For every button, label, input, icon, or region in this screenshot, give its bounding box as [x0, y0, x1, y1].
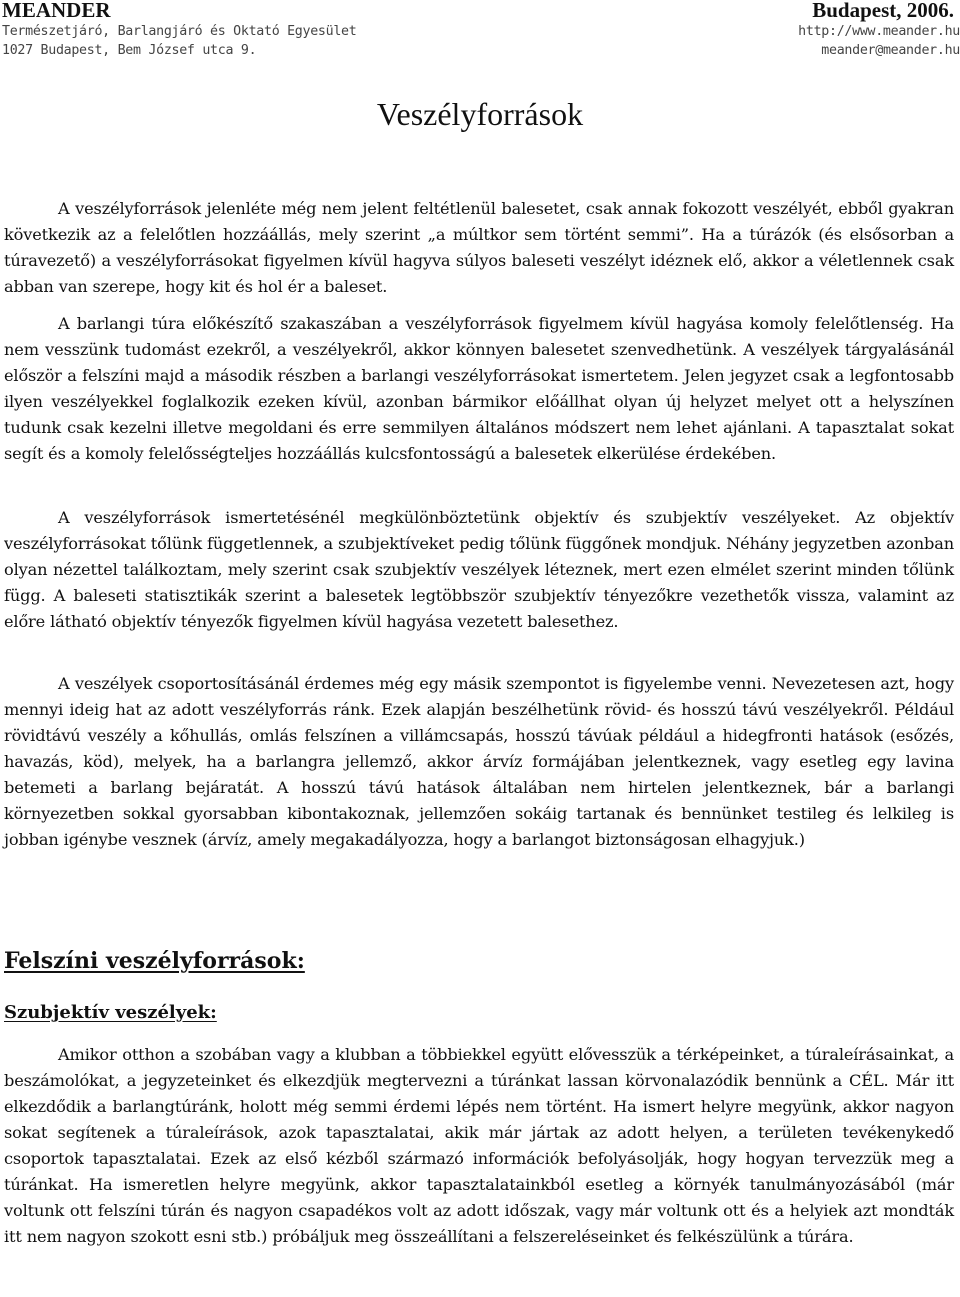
document-title: Veszélyforrások: [376, 96, 584, 132]
paragraph-text: A veszélyforrások ismertetésénél megkülönböztetünk objektív és szubjektív veszélyeket. Az objektív veszélyforrásokat tőlünk függetlennek, a szubjektíveket pedig tőlünk függőnek mondjuk. Néhány jegyzetben azonban olyan nézettel találkoztam, mely szerint csak szubjektív veszélyek léteznek, mert ezen elmélet szerint minden tőlünk függ. A baleseti statisztikák szerint a balesetek legtöbbször szubjektív tényezőkre vezethetők vissza, valamint az előre látható objektív tényezők figyelmen kívül hagyása vezetett balesethez.: [4, 508, 954, 631]
subsection-heading: Szubjektív veszélyek:: [4, 1002, 217, 1023]
website-link[interactable]: http://www.meander.hu: [798, 24, 960, 39]
paragraph-text: Amikor otthon a szobában vagy a klubban a többiekkel együtt elővesszük a térképeinket, a túraleírásainkat, a beszámolókat, a jegyzeteinket és elkezdjük megtervezni a túránkat lassan körvonalazódik bennünk a CÉL. Már itt elkezdődik a barlangtúránk, holott még semmi érdemi lépés nem történt. Ha ismert helyre megyünk, akkor nagyon sokat segítenek a túraleírások, azok tapasztalatai, akik már jártak az adott helyen, a területen tevékenykedő csoportok tapasztalatai. Ezek az első kézből származó információk befolyásolják, hogy hogyan tervezzük meg a túránkat. Ha ismeretlen helyre megyünk, akkor tapasztalatainkból esetleg a környék tanulmányozásából (már voltunk ott felszíni túrán és nagyon csapadékos volt az adott időszak, vagy már voltunk ott és a helyiek azt mondták itt nem nagyon szokott esni stb.) próbáljuk meg összeállítani a felszereléseinket és felkészülünk a túrára.: [4, 1045, 954, 1246]
organization-name: MEANDER: [2, 0, 111, 22]
intro-paragraph-4: [4, 671, 954, 853]
organization-address: 1027 Budapest, Bem József utca 9.: [2, 43, 257, 58]
paragraph-text: A veszélyforrások jelenléte még nem jelent feltétlenül balesetet, csak annak fokozott veszélyét, ebből gyakran következik az a felelőtlen hozzáállás, mely szerint „a múltkor sem történt semmi”. Ha a túrázók (és elsősorban a túravezető) a veszélyforrásokat figyelmen kívül hagyva súlyos baleseti veszélyt idéznek elő, akkor a véletlennek csak abban van szerepe, hogy kit és hol ér a baleset.: [4, 199, 954, 296]
section-paragraph: [4, 1042, 954, 1250]
paragraph-text: A veszélyek csoportosításánál érdemes még egy másik szempontot is figyelembe venni. Nevezetesen azt, hogy mennyi ideig hat az adott veszélyforrás ránk. Ezek alapján beszélhetünk rövid- és hosszú távú veszélyekről. Például rövidtávú veszély a kőhullás, omlás felszínen a villámcsapás, hosszú távúak például a hidegfronti hatások (esőzés, havazás, köd), melyek, ha a barlangra jellemző, akkor árvíz formájában jelentkeznek, vagy esetleg egy lavina betemeti a barlang bejáratát. A hosszú távú hatások általában nem hirtelen jelentkeznek, bár a barlangi környezetben sokkal gyorsabban kibontakoznak, jellemzően sokáig tartanak és bennünket testileg és lelkileg is jobban igénybe vesznek (árvíz, amely megakadályozza, hogy a barlangot biztonságosan elhagyjuk.): [4, 674, 954, 849]
paragraph-text: A barlangi túra előkészítő szakaszában a veszélyforrások figyelmem kívül hagyása komoly felelőtlenség. Ha nem vesszünk tudomást ezekről, a veszélyekről, akkor könnyen balesetet szenvedhetünk. A veszélyek tárgyalásánál először a felszíni majd a második részben a barlangi veszélyforrásokat ismertetem. Jelen jegyzet csak a legfontosabb ilyen veszélyekkel foglalkozik ezeken kívül, azonban bármikor előállhat olyan új helyzet melyet ott a helyszínen tudunk csak kezelni illetve megoldani és erre semmilyen általános módszert nem lehet ajánlani. A tapasztalat sokat segít és a komoly felelősségteljes hozzáállás kulcsfontosságú a balesetek elkerülése érdekében.: [4, 314, 954, 463]
intro-paragraph-2: [4, 311, 954, 467]
organization-subtitle: Természetjáró, Barlangjáró és Oktató Egyesület: [2, 24, 357, 39]
intro-paragraph-3: [4, 505, 954, 635]
intro-paragraph-1: [4, 196, 954, 300]
section-heading: Felszíni veszélyforrások:: [4, 948, 305, 974]
email-link[interactable]: meander@meander.hu: [821, 43, 960, 58]
location-date: Budapest, 2006.: [812, 0, 954, 22]
